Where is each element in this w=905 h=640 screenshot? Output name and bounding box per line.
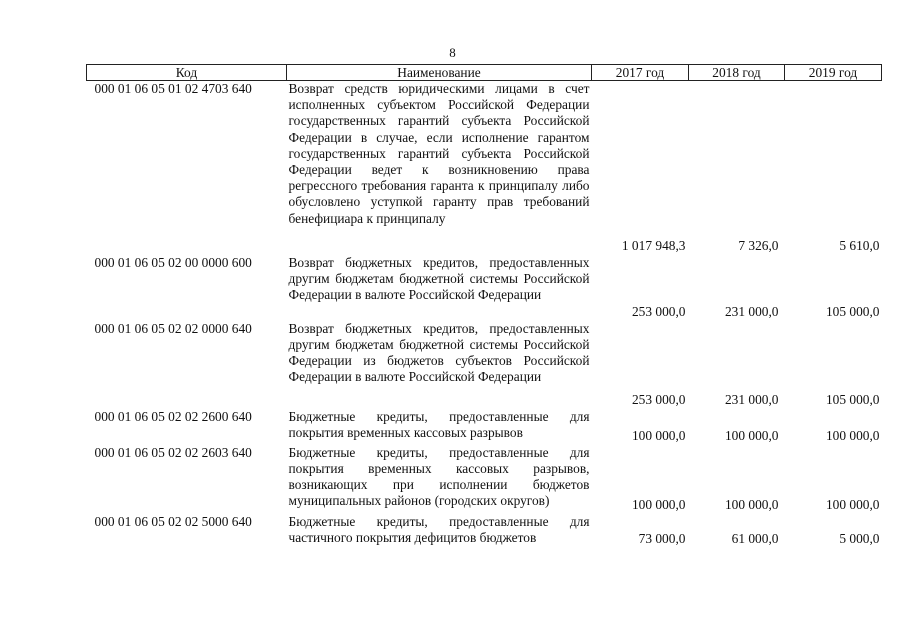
table-row [87,321,882,409]
row-code: 000 01 06 05 02 02 2603 640 [94,444,252,460]
table-row [87,445,882,514]
row-name: Бюджетные кредиты, предоставленные для частичного покрытия дефицитов бюджетов [288,513,590,545]
row-value-2017: 253 000,0 [631,392,686,408]
row-value-2017: 100 000,0 [631,497,686,513]
row-code: 000 01 06 05 02 02 0000 640 [94,320,252,336]
row-value-2018: 100 000,0 [724,428,779,444]
row-name: Возврат бюджетных кредитов, предоставленных другим бюджетам бюджетной системы Российской Федерации из бюджетов субъектов Российской Федерации в валюте Российской Федерации [288,320,590,385]
header-2017: 2017 год [592,65,689,81]
header-name: Наименование [287,65,592,81]
row-value-2019: 5 000,0 [839,531,880,547]
row-value-2017: 73 000,0 [638,531,686,547]
row-value-2019: 100 000,0 [825,428,880,444]
row-code: 000 01 06 05 02 00 0000 600 [94,254,252,270]
page-number: 8 [449,45,456,60]
row-value-2017: 253 000,0 [631,304,686,320]
row-code: 000 01 06 05 02 02 5000 640 [94,513,252,529]
row-value-2019: 5 610,0 [839,238,880,254]
row-code: 000 01 06 05 01 02 4703 640 [94,81,252,96]
row-value-2017: 100 000,0 [631,428,686,444]
table-header-row [87,65,882,81]
header-2018: 2018 год [689,65,785,81]
table-row [87,409,882,445]
row-value-2018: 231 000,0 [724,392,779,408]
row-value-2017: 1 017 948,3 [621,238,686,254]
row-value-2018: 100 000,0 [724,497,779,513]
table-row [87,255,882,321]
row-name: Бюджетные кредиты, предоставленные для покрытия временных кассовых разрывов [288,408,590,440]
row-value-2018: 61 000,0 [731,531,779,547]
row-value-2018: 231 000,0 [724,304,779,320]
row-name: Бюджетные кредиты, предоставленные для покрытия временных кассовых разрывов, возникающих при исполнении бюджетов муниципальных районов (городских округов) [288,444,590,509]
row-value-2019: 105 000,0 [825,304,880,320]
row-value-2018: 7 326,0 [738,238,779,254]
row-name: Возврат средств юридическими лицами в счет исполненных субъектом Российской Федерации государственных гарантий субъекта Российской Федерации в случае, если исполнение гарантом государственных гарантий субъекта Российской Федерации ведет к возникновению права регрессного требования гаранта к принципалу либо обусловлено уступкой гаранту прав требований бенефициара к принципалу [288,81,590,226]
header-code: Код [87,65,287,81]
row-value-2019: 100 000,0 [825,497,880,513]
table-row [87,81,882,255]
row-name: Возврат бюджетных кредитов, предоставленных другим бюджетам бюджетной системы Российской Федерации в валюте Российской Федерации [288,254,590,302]
table-row [87,514,882,548]
header-2019: 2019 год [785,65,882,81]
row-value-2019: 105 000,0 [825,392,880,408]
budget-table [86,64,882,548]
row-code: 000 01 06 05 02 02 2600 640 [94,408,252,424]
